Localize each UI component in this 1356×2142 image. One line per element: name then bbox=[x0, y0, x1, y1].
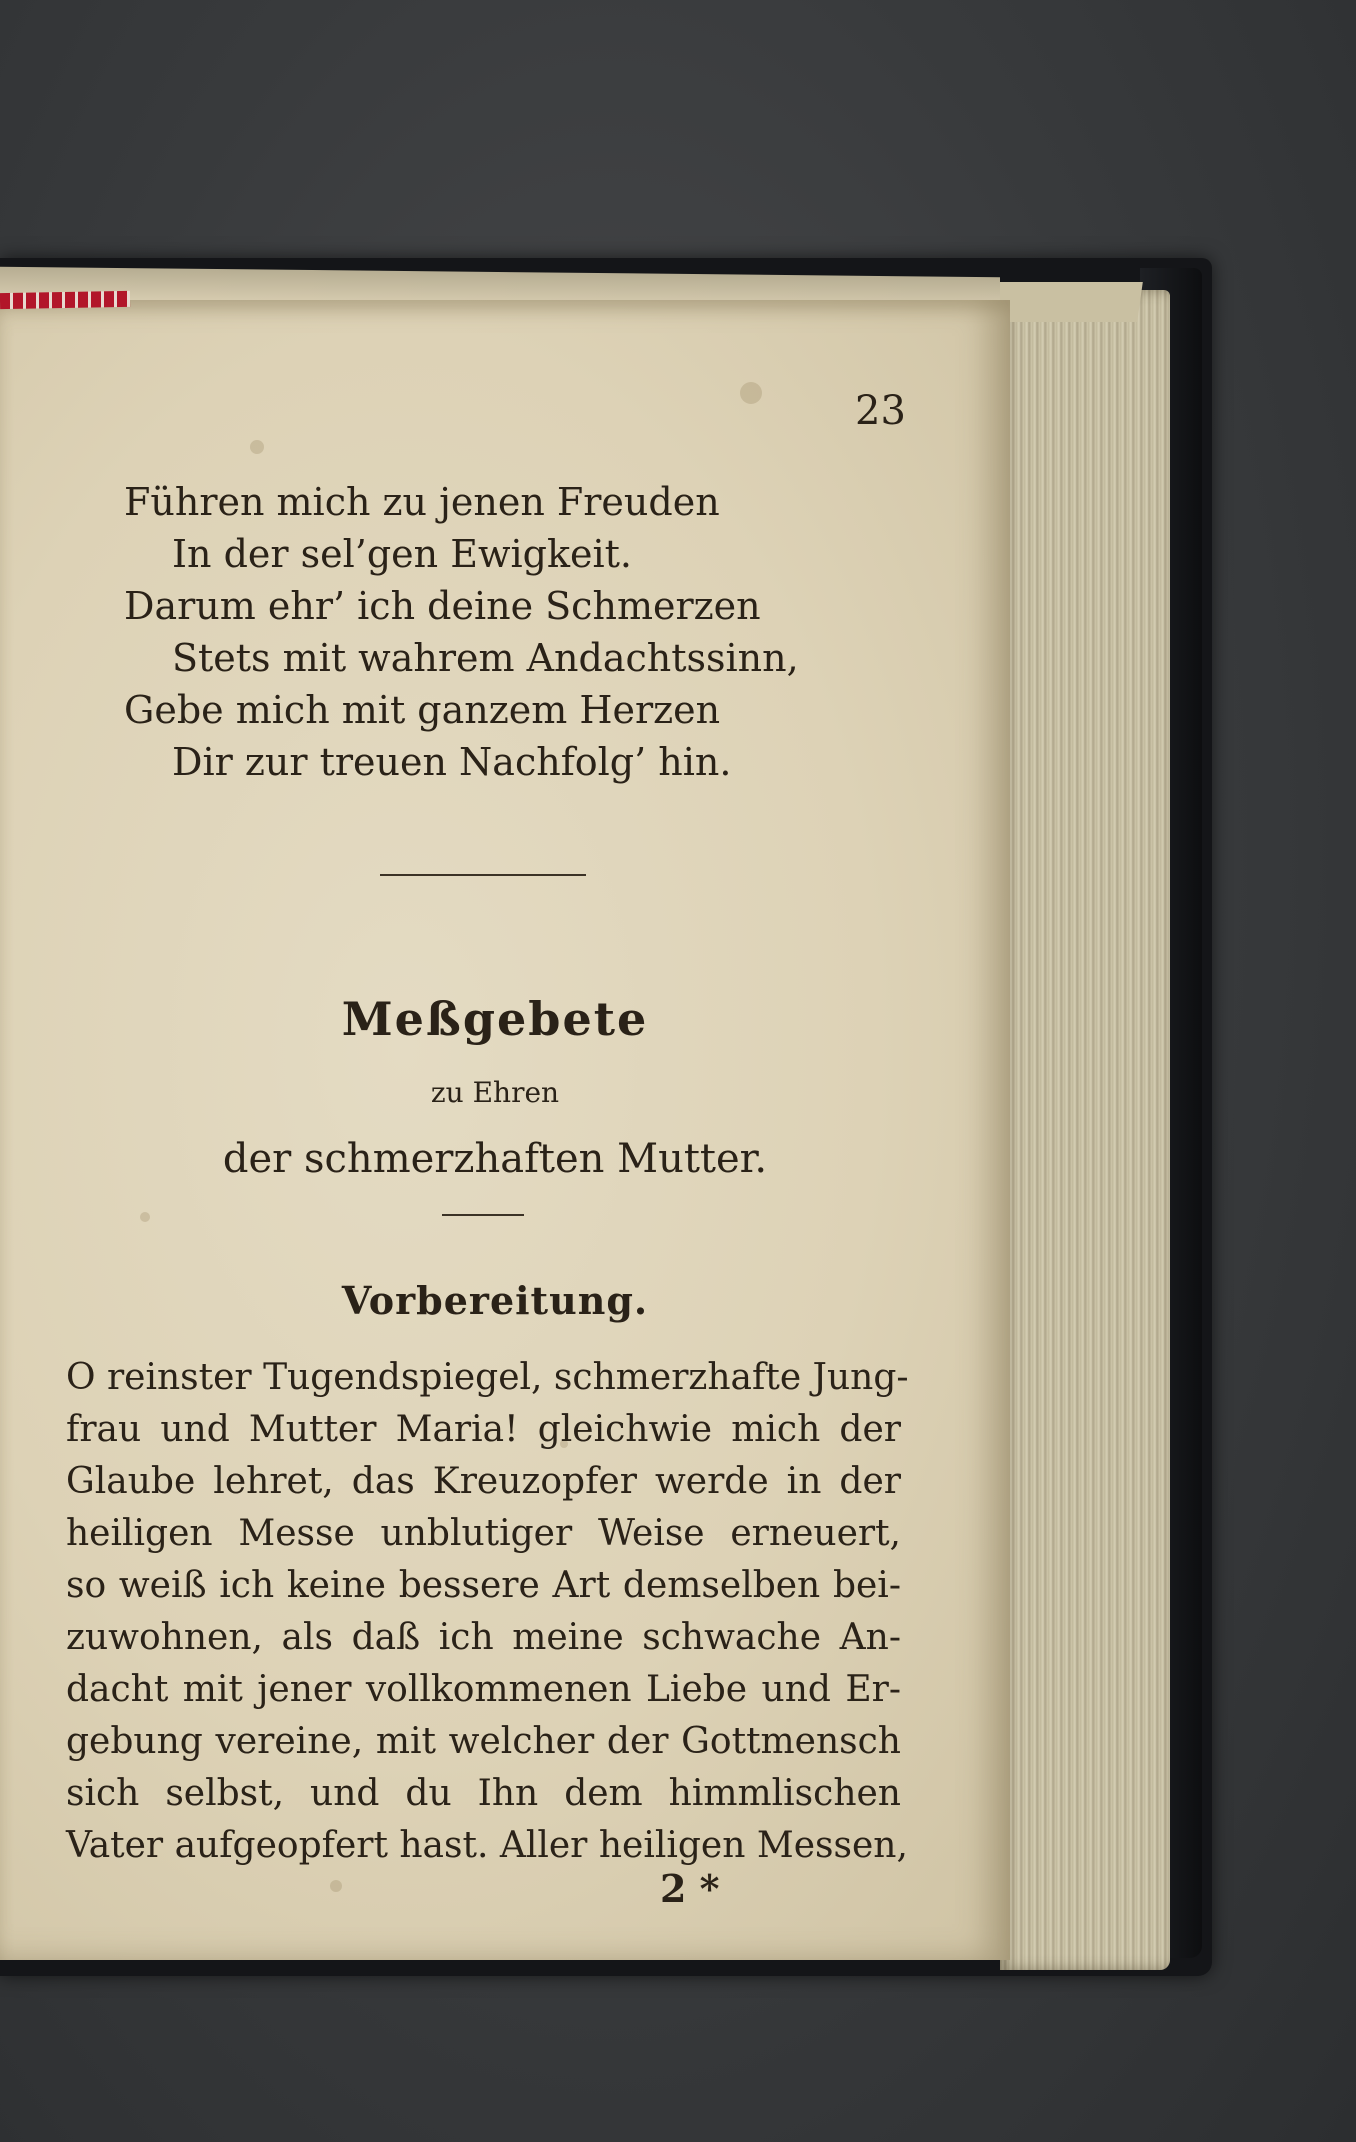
body-line: heiligen Messe unblutiger Weise erneuert, bbox=[66, 1513, 901, 1554]
body-line: so weiß ich keine bessere Art demselben bei- bbox=[66, 1565, 901, 1606]
page-number: 23 bbox=[855, 388, 906, 434]
paper-spot bbox=[740, 382, 762, 404]
verse-line: Führen mich zu jenen Freuden bbox=[124, 480, 720, 524]
bookmark-ribbon bbox=[0, 291, 130, 309]
page-block-top bbox=[987, 282, 1143, 322]
body-line: Glaube lehret, das Kreuzopfer werde in der bbox=[66, 1461, 901, 1502]
short-divider-rule bbox=[442, 1214, 524, 1216]
verse-line: In der sel’gen Ewigkeit. bbox=[172, 532, 632, 576]
verse-line: Dir zur treuen Nachfolg’ hin. bbox=[172, 740, 732, 784]
body-line: gebung vereine, mit welcher der Gottmensch bbox=[66, 1721, 901, 1762]
signature-mark: 2 * bbox=[660, 1866, 720, 1911]
prayer-heading: Meßgebete bbox=[341, 992, 649, 1046]
body-line: O reinster Tugendspiegel, schmerzhafte Jung- bbox=[66, 1357, 909, 1398]
paper-spot bbox=[330, 1880, 342, 1892]
verse-line: Gebe mich mit ganzem Herzen bbox=[124, 688, 721, 732]
body-line: zuwohnen, als daß ich meine schwache An- bbox=[66, 1617, 901, 1658]
body-line: Vater aufgeopfert hast. Aller heiligen Messen, bbox=[66, 1825, 908, 1866]
paper-spot bbox=[140, 1212, 150, 1222]
paper-spot bbox=[250, 440, 264, 454]
body-line: dacht mit jener vollkommenen Liebe und Er- bbox=[66, 1669, 901, 1710]
page-block-edge bbox=[1000, 290, 1170, 1970]
body-line: sich selbst, und du Ihn dem himmlischen bbox=[66, 1773, 901, 1814]
divider-rule bbox=[380, 874, 586, 876]
body-line: frau und Mutter Maria! gleichwie mich der bbox=[66, 1409, 901, 1450]
verse-line: Darum ehr’ ich deine Schmerzen bbox=[124, 584, 761, 628]
prayer-subheading: zu Ehren bbox=[430, 1076, 560, 1109]
prayer-subheading-2: der schmerzhaften Mutter. bbox=[222, 1136, 768, 1182]
body-paragraph bbox=[66, 1352, 909, 1872]
verse-line: Stets mit wahrem Andachtssinn, bbox=[172, 636, 799, 680]
section-title: Vorbereitung. bbox=[341, 1278, 649, 1323]
